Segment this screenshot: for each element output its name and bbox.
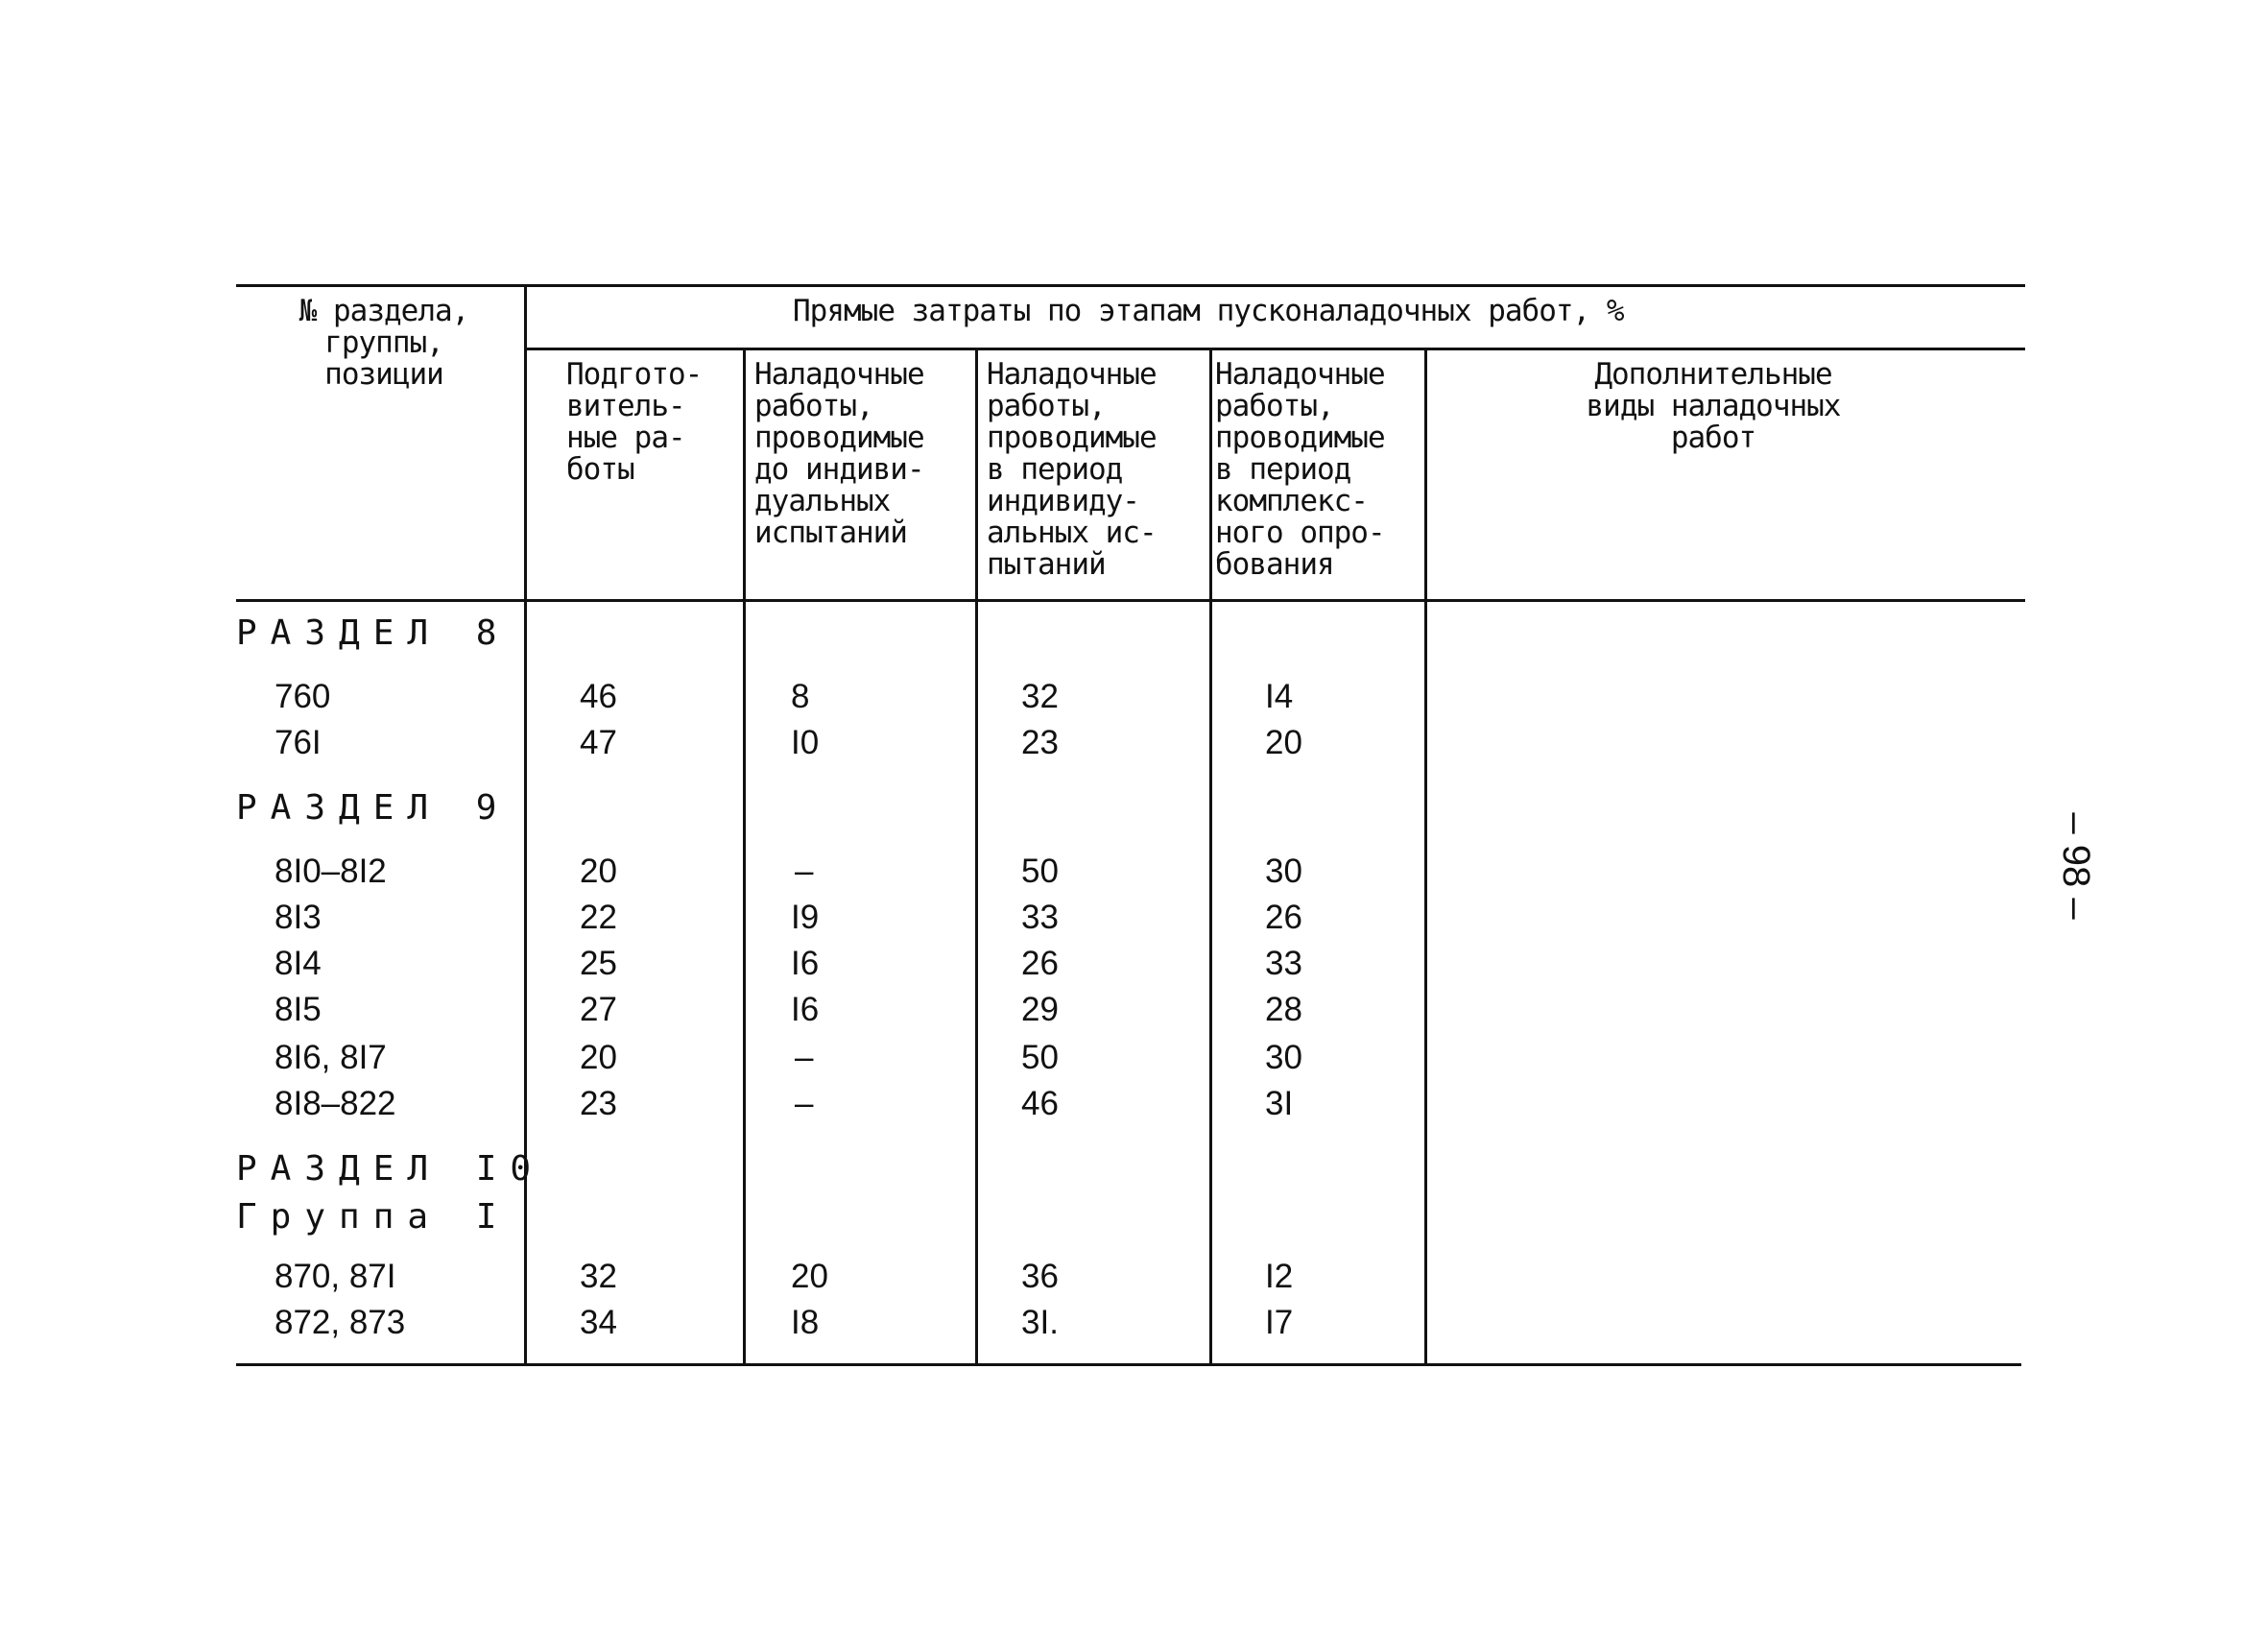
col1-divider	[743, 348, 746, 1365]
row-complex-testing-value: I7	[1265, 1304, 1294, 1341]
row-before-individual-value: 20	[791, 1258, 828, 1295]
row-during-individual-value: 50	[1021, 853, 1059, 890]
row-preparatory-value: 20	[580, 853, 617, 890]
row-position: 8I3	[275, 899, 322, 936]
row-during-individual-value: 46	[1021, 1085, 1059, 1122]
header-bottom-rule	[236, 599, 2025, 602]
row-complex-testing-value: 33	[1265, 945, 1302, 982]
row-position: 760	[275, 678, 331, 715]
row-before-individual-value: –	[795, 1085, 814, 1122]
row-position: 8I8–822	[275, 1085, 396, 1122]
row-during-individual-value: 26	[1021, 945, 1059, 982]
row-position: 872, 873	[275, 1304, 406, 1341]
col2-divider	[975, 348, 978, 1365]
header-before-individual-tests: Наладочные работы, проводимые до индиви- дуальных испытаний	[754, 357, 924, 550]
row-complex-testing-value: 30	[1265, 1039, 1302, 1076]
section-label: РАЗДЕЛ I0	[236, 1149, 545, 1189]
header-additional-works: Дополнительные виды наладочных работ	[1586, 357, 1841, 455]
row-complex-testing-value: 26	[1265, 899, 1302, 936]
table-bottom-rule	[236, 1363, 2021, 1366]
row-during-individual-value: 29	[1021, 991, 1059, 1028]
row-before-individual-value: I9	[791, 899, 820, 936]
col0-divider	[524, 284, 527, 1365]
row-position: 76I	[275, 724, 322, 761]
row-complex-testing-value: I4	[1265, 678, 1294, 715]
row-position: 8I6, 8I7	[275, 1039, 387, 1076]
row-preparatory-value: 25	[580, 945, 617, 982]
row-complex-testing-value: 30	[1265, 853, 1302, 890]
header-position-number: № раздела, группы, позиции	[298, 294, 469, 392]
row-during-individual-value: 3I.	[1021, 1304, 1059, 1341]
page-number: – 98 –	[2055, 812, 2097, 920]
row-before-individual-value: –	[795, 853, 814, 890]
col4-divider	[1424, 348, 1427, 1365]
row-during-individual-value: 36	[1021, 1258, 1059, 1295]
row-position: 870, 87I	[275, 1258, 396, 1295]
row-before-individual-value: I8	[791, 1304, 820, 1341]
row-preparatory-value: 32	[580, 1258, 617, 1295]
row-preparatory-value: 34	[580, 1304, 617, 1341]
row-preparatory-value: 23	[580, 1085, 617, 1122]
row-preparatory-value: 22	[580, 899, 617, 936]
row-preparatory-value: 46	[580, 678, 617, 715]
header-during-complex-testing: Наладочные работы, проводимые в период комплекс- ного опро- бования	[1215, 357, 1385, 582]
header-during-individual-tests: Наладочные работы, проводимые в период индивиду- альных ис- пытаний	[987, 357, 1157, 582]
row-preparatory-value: 27	[580, 991, 617, 1028]
row-complex-testing-value: 28	[1265, 991, 1302, 1028]
row-preparatory-value: 47	[580, 724, 617, 761]
row-during-individual-value: 32	[1021, 678, 1059, 715]
header-spanning-title: Прямые затраты по этапам пусконаладочных работ, %	[793, 294, 1624, 328]
section-label: РАЗДЕЛ 9	[236, 788, 511, 828]
row-position: 8I0–8I2	[275, 853, 387, 890]
row-during-individual-value: 23	[1021, 724, 1059, 761]
row-before-individual-value: 8	[791, 678, 810, 715]
row-complex-testing-value: I2	[1265, 1258, 1294, 1295]
row-position: 8I4	[275, 945, 322, 982]
group-label: Группа I	[236, 1197, 511, 1237]
table-top-rule	[236, 284, 2025, 287]
section-label: РАЗДЕЛ 8	[236, 613, 511, 653]
header-sub-rule	[524, 348, 2025, 350]
row-before-individual-value: I0	[791, 724, 820, 761]
row-position: 8I5	[275, 991, 322, 1028]
row-complex-testing-value: 3I	[1265, 1085, 1294, 1122]
row-preparatory-value: 20	[580, 1039, 617, 1076]
header-preparatory-works: Подгото- витель- ные ра- боты	[566, 357, 703, 487]
col3-divider	[1209, 348, 1212, 1365]
row-during-individual-value: 33	[1021, 899, 1059, 936]
row-during-individual-value: 50	[1021, 1039, 1059, 1076]
row-before-individual-value: I6	[791, 945, 820, 982]
row-before-individual-value: –	[795, 1039, 814, 1076]
row-complex-testing-value: 20	[1265, 724, 1302, 761]
row-before-individual-value: I6	[791, 991, 820, 1028]
